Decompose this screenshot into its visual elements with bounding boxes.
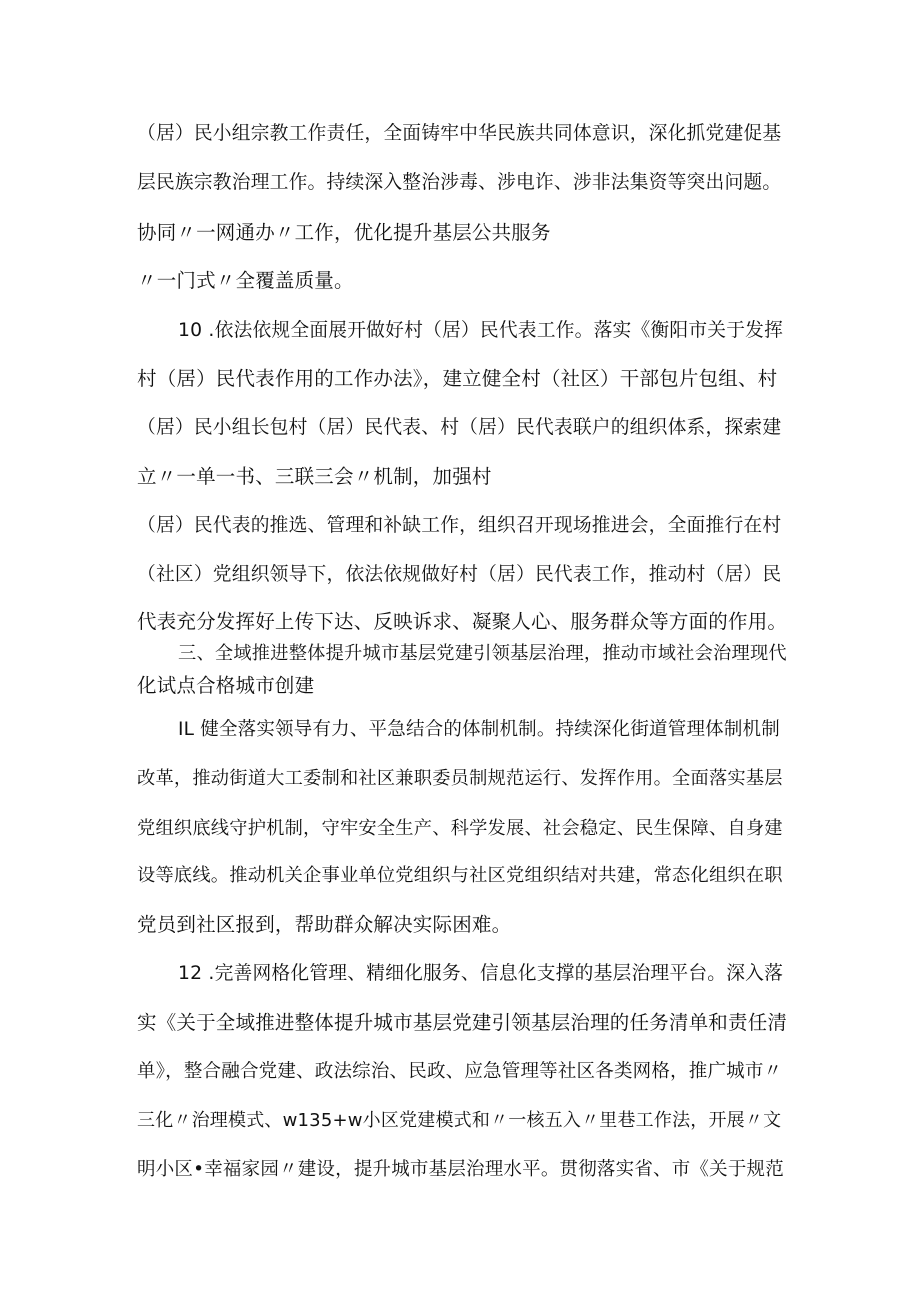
paragraph-line: 设等底线。推动机关企事业单位党组织与社区党组织结对共建，常态化组织在职 <box>137 865 783 886</box>
paragraph-line: 三化〃治理模式、w135+w小区党建模式和〃一核五入〃里巷工作法，开展〃文 <box>137 1110 782 1131</box>
paragraph-line-item-10: 10 .依法依规全面展开做好村（居）民代表工作。落实《衡阳市关于发挥 <box>178 320 784 341</box>
paragraph-line: （社区）党组织领导下，依法依规做好村（居）民代表工作，推动村（居）民 <box>137 564 782 585</box>
paragraph-line: 层民族宗教治理工作。持续深入整治涉毒、涉电诈、涉非法集资等突出问题。 <box>137 172 782 193</box>
paragraph-line: 改革，推动街道大工委制和社区兼职委员制规范运行、发挥作用。全面落实基层 <box>137 768 783 789</box>
paragraph-line-item-11: IL 健全落实领导有力、平急结合的体制机制。持续深化街道管理体制机制 <box>178 719 780 740</box>
section-heading-3: 三、全域推进整体提升城市基层党建引领基层治理，推动市域社会治理现代 <box>178 643 787 664</box>
paragraph-line: 〃一门式〃全覆盖质量。 <box>137 269 354 292</box>
paragraph-line: （居）民小组长包村（居）民代表、村（居）民代表联户的组织体系，探索建 <box>137 417 782 438</box>
paragraph-line: 党员到社区报到，帮助群众解决实际困难。 <box>137 913 512 936</box>
paragraph-line: 实《关于全域推进整体提升城市基层党建引领基层治理的任务清单和责任清 <box>137 1011 788 1034</box>
paragraph-line: 代表充分发挥好上传下达、反映诉求、凝聚人心、服务群众等方面的作用。 <box>137 610 788 633</box>
paragraph-line: 明小区•幸福家园〃建设，提升城市基层治理水平。贯彻落实省、市《关于规范 <box>137 1159 784 1180</box>
paragraph-line: 协同〃一网通办〃工作，优化提升基层公共服务 <box>137 221 551 244</box>
paragraph-line: （居）民小组宗教工作责任，全面铸牢中华民族共同体意识，深化抓党建促基 <box>137 123 782 144</box>
paragraph-line: 单》，整合融合党建、政法综治、民政、应急管理等社区各类网格，推广城市〃 <box>137 1061 783 1082</box>
paragraph-line: 村（居）民代表作用的工作办法》，建立健全村（社区）干部包片包组、村 <box>137 367 778 390</box>
paragraph-line: 党组织底线守护机制，守牢安全生产、科学发展、社会稳定、民生保障、自身建 <box>137 818 783 839</box>
section-heading-3-cont: 化试点合格城市创建 <box>137 674 315 697</box>
paragraph-line-item-12: 12 .完善网格化管理、精细化服务、信息化支撑的基层治理平台。深入落 <box>178 963 784 984</box>
paragraph-line: （居）民代表的推选、管理和补缺工作，组织召开现场推进会，全面推行在村 <box>137 515 782 536</box>
paragraph-line: 立〃一单一书、三联三会〃机制，加强村 <box>137 465 492 488</box>
